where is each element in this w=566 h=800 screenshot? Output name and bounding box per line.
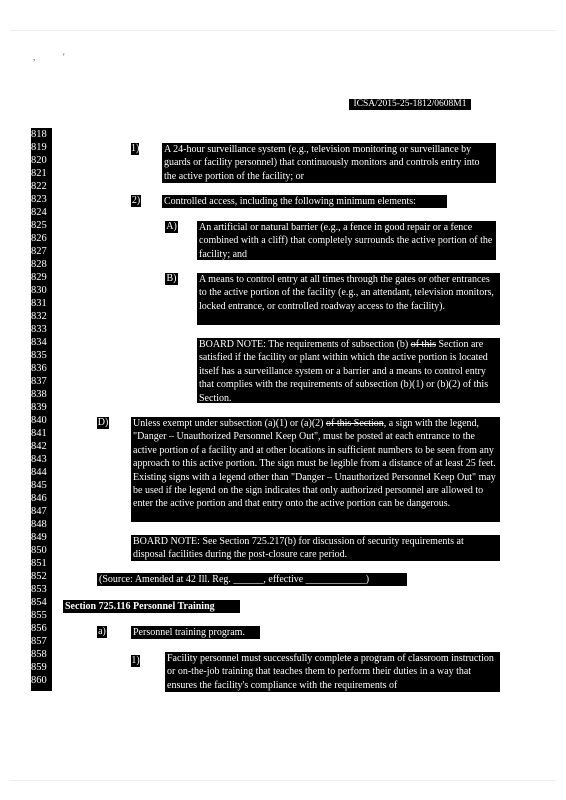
scan-mark: ' [63,52,65,62]
line-number: 851 [31,558,47,569]
line-number: 846 [31,493,47,504]
line-number: 859 [31,662,47,673]
board-note-security: BOARD NOTE: The requirements of subsection (b) of this Section are satisfied if the facility or plant within which the active portion is located itself has a surveillance system or a barrier and a means to control entry that complies with the requirements of subsection (b)(1) or (b)(2) of this Section. [197,338,500,403]
item-marker: 2) [131,195,141,206]
line-number: 830 [31,285,47,296]
board-note-post-closure: BOARD NOTE: See Section 725.217(b) for discussion of security requirements at disposal facilities during the post-closure care period. [131,535,500,561]
page-edge-bottom [10,780,556,781]
item-marker: a) [98,626,106,637]
line-number: 854 [31,597,47,608]
line-number: 823 [31,194,47,205]
line-number: 849 [31,532,47,543]
training-program-heading: Personnel training program. [131,626,260,639]
line-number: 829 [31,272,47,283]
line-number: 855 [31,610,47,621]
line-number: 835 [31,350,47,361]
line-number: 827 [31,246,47,257]
item-marker: 1) [131,143,140,154]
line-number: 853 [31,584,47,595]
means-control-paragraph: A means to control entry at all times through the gates or other entrances to the active portion of the facility (e.g., an attendant, television monitors, locked entrance, or controlled roadway access to the facility). [197,273,500,325]
line-number: 831 [31,298,47,309]
line-number: 832 [31,311,47,322]
line-number: 834 [31,337,47,348]
facility-personnel-paragraph: Facility personnel must successfully complete a program of classroom instruction or on-the-job training that teaches them to perform their duties in a way that ensures the facility's compliance with the requirements of [165,652,500,692]
line-number: 818 [31,129,47,140]
line-number: 837 [31,376,47,387]
line-number: 845 [31,480,47,491]
line-number: 860 [31,675,47,686]
line-number: 824 [31,207,47,218]
line-number: 825 [31,220,47,231]
line-number: 833 [31,324,47,335]
line-number: 840 [31,415,47,426]
line-number: 836 [31,363,47,374]
line-number: 858 [31,649,47,660]
item-marker: B) [166,273,177,284]
surveillance-paragraph: A 24-hour surveillance system (e.g., television monitoring or surveillance by guards or facility personnel) that continuously monitors and controls entry into the active portion of the facility; or [162,143,496,183]
line-number: 844 [31,467,47,478]
line-number: 839 [31,402,47,413]
line-number: 842 [31,441,47,452]
line-number: 841 [31,428,47,439]
controlled-access-heading: Controlled access, including the following minimum elements: [162,195,447,208]
line-number: 826 [31,233,47,244]
line-number: 850 [31,545,47,556]
line-number: 843 [31,454,47,465]
item-marker: D) [97,417,109,428]
item-marker: 1) [131,655,140,666]
line-number: 819 [31,142,47,153]
section-title: Section 725.116 Personnel Training [63,600,240,613]
line-number: 838 [31,389,47,400]
sign-paragraph: Unless exempt under subsection (a)(1) or (a)(2) of this Section, a sign with the legend, "Danger – Unauthorized Personnel Keep Out", must be posted at each entrance to the active portion of a facility and at other locations in sufficient numbers to be seen from any approach to this active portion. The sign must be legible from a distance of at least 25 feet. Existing signs with a legend other than "Danger – Unauthorized Personnel Keep Out" may be used if the legend on the sign indicates that only authorized personnel are allowed to enter the active portion and that entry onto the active portion can be dangerous. [131,417,500,522]
barrier-paragraph: An artificial or natural barrier (e.g., a fence in good repair or a fence combined with a cliff) that completely surrounds the active portion of the facility; and [197,221,496,260]
source-note: (Source: Amended at 42 Ill. Reg. ______, effective ____________) [97,573,407,586]
line-number: 857 [31,636,47,647]
line-number: 847 [31,506,47,517]
scan-mark: , [33,52,36,62]
header-code: ICSA/2015-25-1812/0608M1 [349,99,471,110]
line-number: 821 [31,168,47,179]
item-marker: A) [166,221,177,232]
line-number: 820 [31,155,47,166]
line-number: 856 [31,623,47,634]
line-number: 828 [31,259,47,270]
line-number: 822 [31,181,47,192]
line-number: 848 [31,519,47,530]
line-number: 852 [31,571,47,582]
page-edge-top [10,30,556,31]
